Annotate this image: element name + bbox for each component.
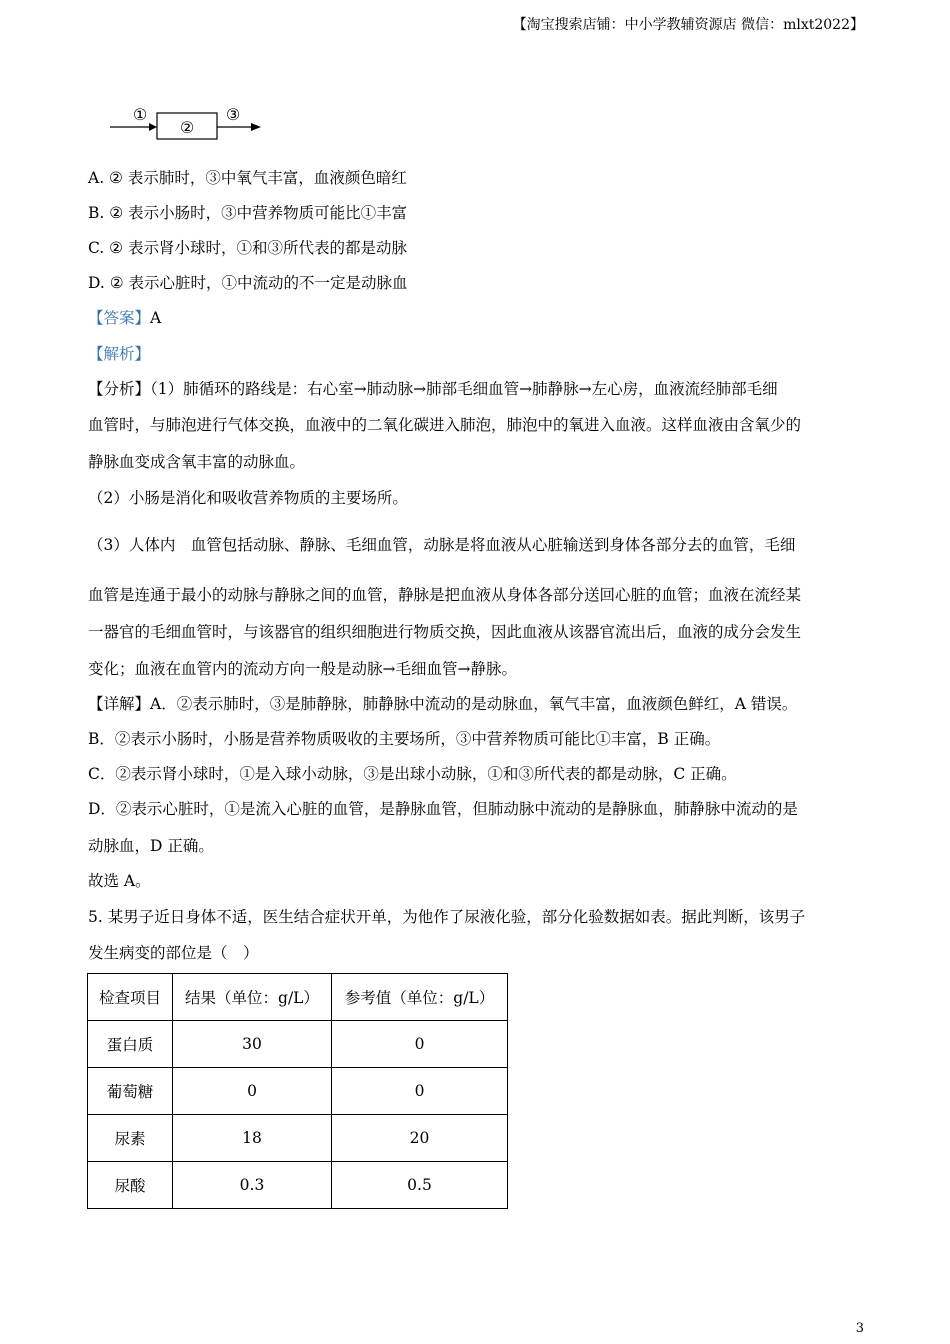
analysis-tag: 【解析】	[88, 345, 151, 363]
option-d: D. ② 表示心脏时，①中流动的不一定是动脉血	[88, 274, 408, 292]
table-header-cell: 检查项目	[88, 974, 173, 1021]
table-header-cell: 结果（单位：g/L）	[173, 974, 332, 1021]
option-c: C. ② 表示肾小球时，①和③所代表的都是动脉	[88, 239, 407, 257]
table-cell: 尿酸	[88, 1162, 173, 1209]
table-cell: 30	[173, 1021, 332, 1068]
detail-line: 动脉血，D 正确。	[88, 837, 214, 855]
table-row	[88, 1115, 508, 1162]
label-vessel-out: ③	[225, 105, 241, 124]
analysis-line: 变化；血液在血管内的流动方向一般是动脉→毛细血管→静脉。	[88, 660, 517, 678]
answer-tag: 【答案】	[88, 309, 151, 327]
answer-value: A	[150, 309, 162, 327]
analysis-line: （2）小肠是消化和吸收营养物质的主要场所。	[88, 489, 408, 507]
label-organ: ②	[179, 118, 195, 137]
option-a: A. ② 表示肺时，③中氧气丰富，血液颜色暗红	[88, 169, 407, 187]
table-cell: 0	[332, 1021, 508, 1068]
table-header-cell: 参考值（单位：g/L）	[332, 974, 508, 1021]
analysis-line: 一器官的毛细血管时，与该器官的组织细胞进行物质交换，因此血液从该器官流出后，血液的成分会发生	[88, 623, 802, 641]
table-cell: 0	[173, 1068, 332, 1115]
page-header: 【淘宝搜索店铺：中小学教辅资源店 微信：mlxt2022】	[512, 17, 864, 33]
analysis-line: 【分析】（1）肺循环的路线是：右心室→肺动脉→肺部毛细血管→肺静脉→左心房，血液流经肺部毛细	[88, 380, 778, 398]
page-number: 3	[855, 1321, 864, 1336]
table-row	[88, 1021, 508, 1068]
table-cell: 尿素	[88, 1115, 173, 1162]
question-5-stem: 5. 某男子近日身体不适，医生结合症状开单，为他作了尿液化验，部分化验数据如表。据此判断，该男子	[88, 908, 806, 926]
detail-line: B．②表示小肠时，小肠是营养物质吸收的主要场所，③中营养物质可能比①丰富，B 正确。	[88, 730, 721, 748]
table-cell: 0.3	[173, 1162, 332, 1209]
detail-line: D．②表示心脏时，①是流入心脏的血管，是静脉血管，但肺动脉中流动的是静脉血，肺静脉中流动的是	[88, 800, 798, 818]
outflow-arrowhead	[251, 123, 261, 131]
analysis-line: 血管时，与肺泡进行气体交换，血液中的二氧化碳进入肺泡，肺泡中的氧进入血液。这样血液由含氧少的	[88, 416, 802, 434]
blood-flow-diagram	[105, 100, 275, 145]
inflow-arrowhead	[149, 123, 157, 131]
table-cell: 0.5	[332, 1162, 508, 1209]
analysis-line: 血管是连通于最小的动脉与静脉之间的血管，静脉是把血液从身体各部分送回心脏的血管；血液在流经某	[88, 586, 802, 604]
table-cell: 0	[332, 1068, 508, 1115]
table-row	[88, 1162, 508, 1209]
option-b: B. ② 表示小肠时，③中营养物质可能比①丰富	[88, 204, 408, 222]
table-header-row	[88, 974, 508, 1021]
detail-line: C．②表示肾小球时，①是入球小动脉，③是出球小动脉，①和③所代表的都是动脉，C 正确。	[88, 765, 737, 783]
table-cell: 18	[173, 1115, 332, 1162]
question-5-stem: 发生病变的部位是（ ）	[88, 944, 259, 962]
analysis-line: （3）人体内 血管包括动脉、静脉、毛细血管，动脉是将血液从心脏输送到身体各部分去的血管，毛细	[88, 536, 796, 554]
detail-line: 【详解】A．②表示肺时，③是肺静脉，肺静脉中流动的是动脉血，氧气丰富，血液颜色鲜红，A 错误。	[88, 695, 798, 713]
urine-test-table	[87, 973, 508, 1209]
label-vessel-in: ①	[132, 105, 148, 124]
table-cell: 蛋白质	[88, 1021, 173, 1068]
table-cell: 20	[332, 1115, 508, 1162]
answer-line	[88, 306, 161, 328]
table-row	[88, 1068, 508, 1115]
table-cell: 葡萄糖	[88, 1068, 173, 1115]
analysis-line: 静脉血变成含氧丰富的动脉血。	[88, 453, 306, 471]
detail-line: 故选 A。	[88, 872, 151, 890]
